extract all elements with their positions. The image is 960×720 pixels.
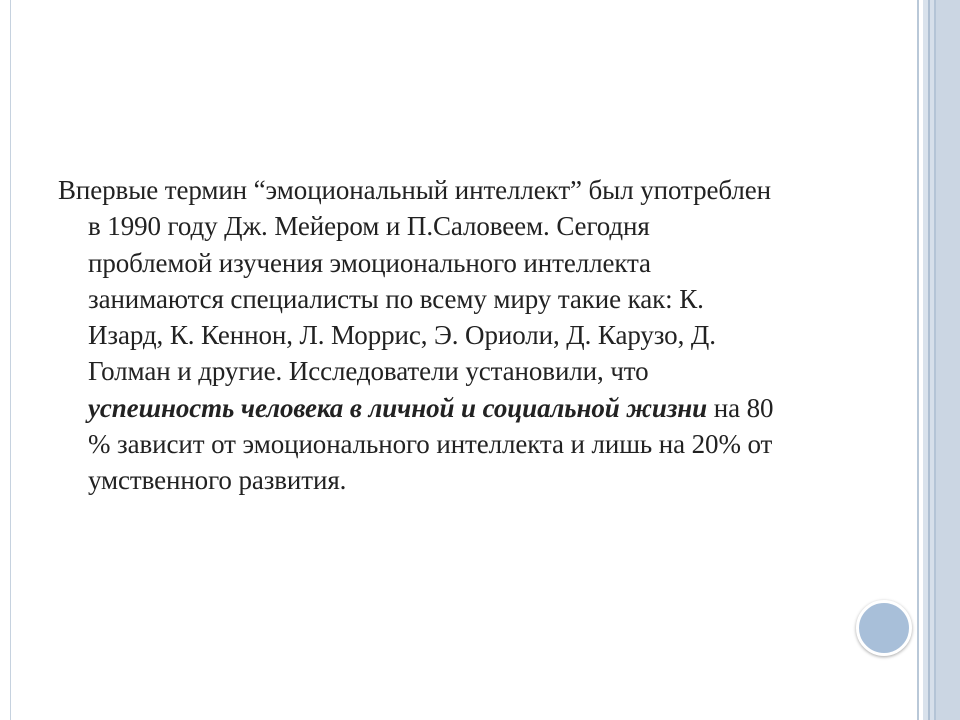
right-border-line <box>917 0 919 720</box>
decorative-circle-icon <box>856 600 912 656</box>
emphasized-phrase: успешность человека в личной и социальной жизни <box>88 392 708 423</box>
body-paragraph <box>58 172 778 499</box>
right-decorative-band <box>923 0 960 720</box>
slide-body <box>58 172 778 499</box>
paragraph-text-end: на 80 % зависит от эмоционального интеллекта и лишь на 20% от умственного развития. <box>88 392 774 496</box>
left-border-line <box>10 0 11 720</box>
paragraph-text-start: Впервые термин “эмоциональный интеллект” был употреблен в 1990 году Дж. Мейером и П.Саловеем. Сегодня проблемой изучения эмоционального интеллекта занимаются специалисты по всему миру такие как: К. Изард, К. Кеннон, Л. Моррис, Э. Ориоли, Д. Карузо, Д. Голман и другие. Исследователи установили, что <box>58 175 771 387</box>
